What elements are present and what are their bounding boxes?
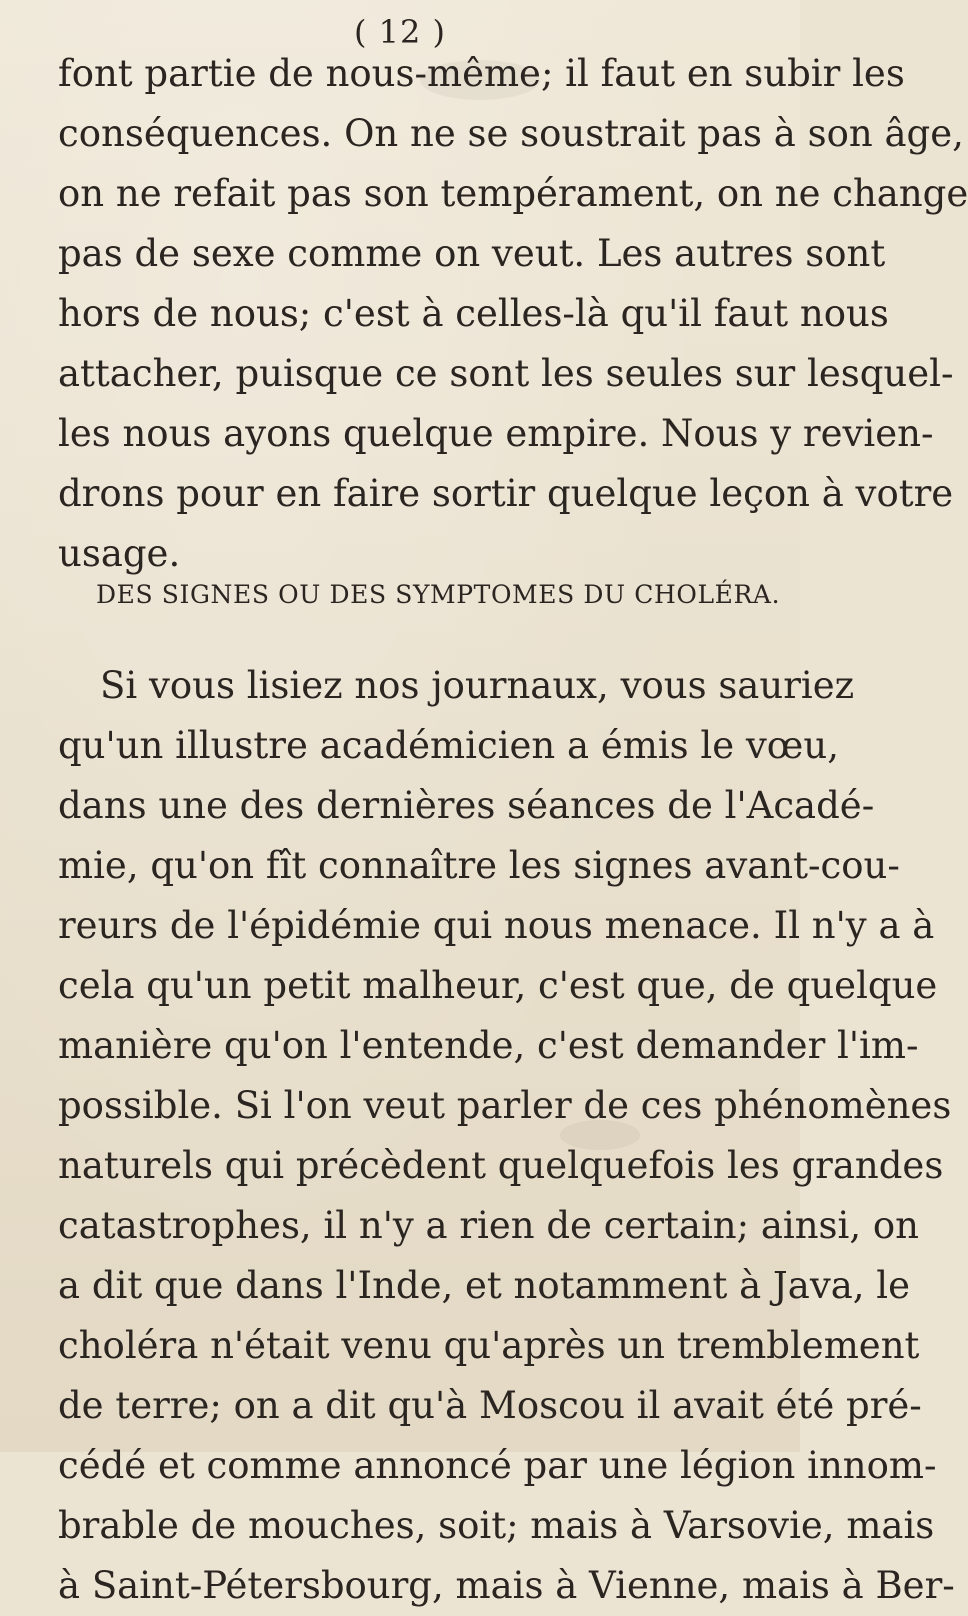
text-line: conséquences. On ne se soustrait pas à son âge, [58,112,964,155]
text-line: usage. [58,532,181,575]
text-line: brable de mouches, soit; mais à Varsovie, mais [58,1504,935,1547]
section-heading: DES SIGNES OU DES SYMPTOMES DU CHOLÉRA. [96,580,781,609]
text-line: choléra n'était venu qu'après un tremblement [58,1324,920,1367]
text-line: Si vous lisiez nos journaux, vous sauriez [100,664,855,707]
text-line: reurs de l'épidémie qui nous menace. Il n'y a à [58,904,935,947]
text-line: pas de sexe comme on veut. Les autres sont [58,232,886,275]
text-line: a dit que dans l'Inde, et notamment à Java, le [58,1264,911,1307]
text-line: les nous ayons quelque empire. Nous y revien- [58,412,934,455]
text-line: manière qu'on l'entende, c'est demander l'im- [58,1024,919,1067]
text-line: de terre; on a dit qu'à Moscou il avait été pré- [58,1384,922,1427]
text-line: à Saint-Pétersbourg, mais à Vienne, mais à Ber- [58,1564,955,1607]
text-line: cela qu'un petit malheur, c'est que, de quelque [58,964,938,1007]
text-line: font partie de nous-même; il faut en subir les [58,52,905,95]
text-line: cédé et comme annoncé par une légion innom- [58,1444,937,1487]
text-line: attacher, puisque ce sont les seules sur lesquel- [58,352,954,395]
text-line: dans une des dernières séances de l'Acadé- [58,784,875,827]
paragraph-body [58,656,955,1616]
paragraph-continued [58,44,968,584]
text-line: on ne refait pas son tempérament, on ne change [58,172,968,215]
text-line: qu'un illustre académicien a émis le vœu, [58,724,839,767]
text-line: drons pour en faire sortir quelque leçon à votre [58,472,954,515]
text-line: catastrophes, il n'y a rien de certain; ainsi, on [58,1204,920,1247]
page-number: ( 12 ) [353,13,447,51]
text-line: naturels qui précèdent quelquefois les grandes [58,1144,944,1187]
text-line: mie, qu'on fît connaître les signes avant-cou- [58,844,900,887]
text-line: hors de nous; c'est à celles-là qu'il faut nous [58,292,889,335]
text-line: possible. Si l'on veut parler de ces phénomènes [58,1084,952,1127]
